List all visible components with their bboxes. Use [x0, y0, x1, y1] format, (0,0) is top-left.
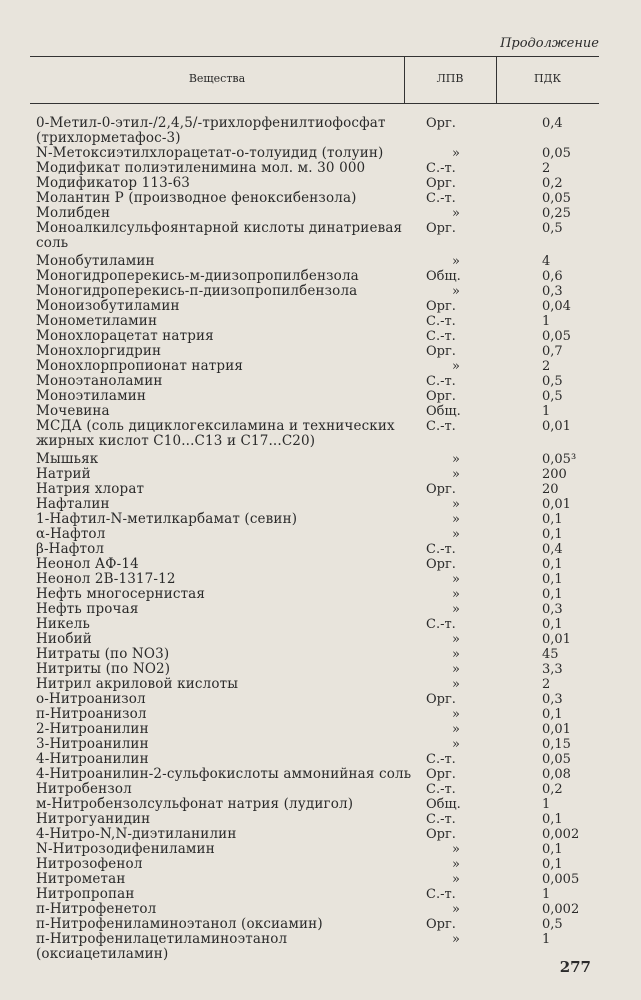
table-row: [36, 389, 606, 404]
table-row: [36, 527, 606, 542]
lpv-value: Общ.: [426, 797, 461, 812]
pdk-value: 0,01: [542, 497, 571, 512]
lpv-value: С.-т.: [426, 329, 456, 344]
pdk-value: 0,15: [542, 737, 571, 752]
pdk-value: 0,05: [542, 752, 571, 767]
table-row: [36, 497, 606, 512]
lpv-value: »: [452, 857, 460, 872]
pdk-value: 0,1: [542, 557, 563, 572]
table-row: [36, 707, 606, 722]
pdk-value: 0,1: [542, 857, 563, 872]
substance-name: Монохлорпропионат натрия: [36, 358, 244, 374]
table-row: [36, 269, 606, 284]
pdk-value: 0,3: [542, 284, 563, 299]
pdk-value: 0,1: [542, 842, 563, 857]
substance-name: Модификат полиэтиленимина мол. м. 30 000: [36, 160, 366, 176]
table-row: [36, 359, 606, 374]
lpv-value: Орг.: [426, 917, 456, 932]
table-row: [36, 767, 606, 782]
table-row: [36, 557, 606, 572]
pdk-value: 0,1: [542, 812, 563, 827]
substance-name: 4-Нитроанилин: [36, 751, 149, 767]
substance-name: Никель: [36, 616, 91, 632]
lpv-value: »: [452, 932, 460, 947]
substance-name: Монохлорацетат натрия: [36, 328, 214, 344]
lpv-value: С.-т.: [426, 419, 456, 434]
substance-name: Неонол АФ-14: [36, 556, 139, 572]
table-row: [36, 314, 606, 329]
lpv-value: »: [452, 587, 460, 602]
lpv-value: »: [452, 527, 460, 542]
substance-name: п-Нитрофениламиноэтанол (оксиамин): [36, 916, 323, 932]
table-row: [36, 857, 606, 872]
substance-name: Монобутиламин: [36, 253, 155, 269]
substance-name: п-Нитрофенетол: [36, 901, 157, 917]
substance-name: Нитрил акриловой кислоты: [36, 676, 239, 692]
table-row: [36, 344, 606, 359]
lpv-value: Орг.: [426, 299, 456, 314]
table-row: [36, 737, 606, 752]
pdk-value: 0,01: [542, 722, 571, 737]
substance-name: β-Нафтол: [36, 541, 105, 557]
pdk-value: 0,1: [542, 572, 563, 587]
lpv-value: »: [452, 662, 460, 677]
substance-name: 0-Метил-0-этил-/2,4,5/-трихлорфенилтиофосфат (трихлорметафос-3): [36, 115, 386, 146]
pdk-value: 0,4: [542, 116, 563, 131]
pdk-value: 2: [542, 359, 551, 374]
lpv-value: »: [452, 452, 460, 467]
pdk-value: 0,01: [542, 632, 571, 647]
pdk-value: 0,1: [542, 527, 563, 542]
pdk-value: 0,1: [542, 587, 563, 602]
lpv-value: »: [452, 284, 460, 299]
lpv-value: »: [452, 872, 460, 887]
table-row: [36, 542, 606, 557]
lpv-value: »: [452, 359, 460, 374]
substance-name: Моноэтиламин: [36, 388, 147, 404]
substance-name: Нитрометан: [36, 871, 126, 887]
pdk-value: 0,4: [542, 542, 563, 557]
table-row: [36, 572, 606, 587]
lpv-value: »: [452, 647, 460, 662]
lpv-value: С.-т.: [426, 314, 456, 329]
substance-name: Нитробензол: [36, 781, 132, 797]
table-row: [36, 404, 606, 419]
lpv-value: »: [452, 254, 460, 269]
substance-name: МСДА (соль дициклогексиламина и технических жирных кислот C10...C13 и C17...C20): [36, 418, 395, 449]
substance-name: Моногидроперекись-п-диизопропилбензола: [36, 283, 358, 299]
pdk-value: 2: [542, 677, 551, 692]
pdk-value: 0,05: [542, 191, 571, 206]
substance-name: 4-Нитроанилин-2-сульфокислоты аммонийная соль: [36, 766, 412, 782]
lpv-value: »: [452, 467, 460, 482]
table-row: [36, 512, 606, 527]
substance-name: Нитрозофенол: [36, 856, 143, 872]
table-row: [36, 662, 606, 677]
header-pdk: ПДК: [533, 72, 562, 85]
pdk-value: 0,25: [542, 206, 571, 221]
pdk-value: 0,6: [542, 269, 563, 284]
table-row: [36, 206, 606, 221]
substance-name: Монохлоргидрин: [36, 343, 162, 359]
pdk-value: 0,04: [542, 299, 571, 314]
table-row: [36, 254, 606, 269]
table-row: [36, 917, 606, 932]
lpv-value: Орг.: [426, 557, 456, 572]
substance-name: Мочевина: [36, 403, 110, 419]
lpv-value: »: [452, 512, 460, 527]
substance-name: Натрий: [36, 466, 91, 482]
substance-name: м-Нитробензолсульфонат натрия (лудигол): [36, 796, 354, 812]
table-row: [36, 842, 606, 857]
substance-name: Неонол 2В-1317-12: [36, 571, 176, 587]
table-row: [36, 116, 606, 146]
lpv-value: Общ.: [426, 404, 461, 419]
substance-name: о-Нитроанизол: [36, 691, 146, 707]
table-row: [36, 452, 606, 467]
lpv-value: С.-т.: [426, 812, 456, 827]
lpv-value: »: [452, 206, 460, 221]
table-row: [36, 722, 606, 737]
table-row: [36, 752, 606, 767]
substance-name: п-Нитроанизол: [36, 706, 147, 722]
substance-name: Нафталин: [36, 496, 110, 512]
lpv-value: »: [452, 722, 460, 737]
substance-name: Нитропропан: [36, 886, 135, 902]
table-row: [36, 827, 606, 842]
pdk-value: 0,002: [542, 827, 580, 842]
table-row: [36, 299, 606, 314]
pdk-value: 0,005: [542, 872, 580, 887]
lpv-value: »: [452, 497, 460, 512]
table-row: [36, 176, 606, 191]
pdk-value: 1: [542, 314, 551, 329]
table-top-rule: [30, 56, 599, 57]
substance-name: 1-Нафтил-N-метилкарбамат (севин): [36, 511, 298, 527]
pdk-value: 200: [542, 467, 567, 482]
substance-table: [36, 116, 606, 962]
pdk-value: 0,05³: [542, 452, 577, 467]
substance-name: N-Нитрозодифениламин: [36, 841, 215, 857]
table-row: [36, 887, 606, 902]
table-row: [36, 932, 606, 962]
substance-name: Натрия хлорат: [36, 481, 145, 497]
substance-name: Моногидроперекись-м-диизопропилбензола: [36, 268, 359, 284]
lpv-value: Орг.: [426, 176, 456, 191]
table-row: [36, 617, 606, 632]
substance-name: Моноэтаноламин: [36, 373, 163, 389]
continued-label: Продолжение: [500, 36, 599, 51]
pdk-value: 3,3: [542, 662, 563, 677]
substance-name: Модификатор 113-63: [36, 175, 191, 191]
lpv-value: С.-т.: [426, 752, 456, 767]
page-number: 277: [559, 958, 591, 976]
lpv-value: Орг.: [426, 767, 456, 782]
lpv-value: »: [452, 572, 460, 587]
lpv-value: »: [452, 602, 460, 617]
table-row: [36, 632, 606, 647]
pdk-value: 0,5: [542, 374, 563, 389]
pdk-value: 0,01: [542, 419, 571, 434]
substance-name: Молибден: [36, 205, 111, 221]
pdk-value: 0,05: [542, 329, 571, 344]
pdk-value: 0,5: [542, 389, 563, 404]
pdk-value: 0,2: [542, 782, 563, 797]
lpv-value: »: [452, 632, 460, 647]
pdk-value: 0,3: [542, 692, 563, 707]
substance-name: Моноалкилсульфоянтарной кислоты динатриевая соль: [36, 220, 403, 251]
substance-name: α-Нафтол: [36, 526, 106, 542]
table-row: [36, 221, 606, 251]
lpv-value: Орг.: [426, 482, 456, 497]
table-row: [36, 587, 606, 602]
table-row: [36, 146, 606, 161]
lpv-value: »: [452, 677, 460, 692]
table-row: [36, 419, 606, 449]
pdk-value: 4: [542, 254, 551, 269]
pdk-value: 0,7: [542, 344, 563, 359]
pdk-value: 2: [542, 161, 551, 176]
table-row: [36, 677, 606, 692]
substance-name: 4-Нитро-N,N-диэтиланилин: [36, 826, 237, 842]
pdk-value: 0,05: [542, 146, 571, 161]
table-row: [36, 191, 606, 206]
table-row: [36, 812, 606, 827]
table-row: [36, 647, 606, 662]
lpv-value: Орг.: [426, 116, 456, 131]
lpv-value: С.-т.: [426, 542, 456, 557]
substance-name: Нитриты (по NO2): [36, 661, 171, 677]
table-row: [36, 467, 606, 482]
substance-name: 3-Нитроанилин: [36, 736, 149, 752]
pdk-value: 0,002: [542, 902, 580, 917]
table-row: [36, 329, 606, 344]
lpv-value: С.-т.: [426, 782, 456, 797]
lpv-value: С.-т.: [426, 191, 456, 206]
substance-name: Нитраты (по NO3): [36, 646, 170, 662]
pdk-value: 1: [542, 404, 551, 419]
header-substance: Вещества: [188, 72, 246, 85]
lpv-value: »: [452, 707, 460, 722]
lpv-value: С.-т.: [426, 617, 456, 632]
pdk-value: 0,08: [542, 767, 571, 782]
pdk-value: 0,1: [542, 707, 563, 722]
substance-name: N-Метоксиэтилхлорацетат-о-толуидид (толуин): [36, 145, 384, 161]
table-row: [36, 482, 606, 497]
pdk-value: 1: [542, 932, 551, 947]
table-row: [36, 374, 606, 389]
lpv-value: »: [452, 146, 460, 161]
table-row: [36, 692, 606, 707]
lpv-value: Орг.: [426, 692, 456, 707]
substance-name: Моноизобутиламин: [36, 298, 180, 314]
lpv-value: Общ.: [426, 269, 461, 284]
pdk-value: 1: [542, 887, 551, 902]
lpv-value: Орг.: [426, 827, 456, 842]
substance-name: Нефть многосернистая: [36, 586, 206, 602]
pdk-value: 0,1: [542, 617, 563, 632]
substance-name: Молантин Р (производное феноксибензола): [36, 190, 357, 206]
table-row: [36, 902, 606, 917]
pdk-value: 0,1: [542, 512, 563, 527]
lpv-value: Орг.: [426, 221, 456, 236]
lpv-value: С.-т.: [426, 161, 456, 176]
pdk-value: 0,3: [542, 602, 563, 617]
lpv-value: С.-т.: [426, 887, 456, 902]
pdk-value: 45: [542, 647, 559, 662]
substance-name: Мышьяк: [36, 451, 99, 467]
table-row: [36, 284, 606, 299]
table-row: [36, 872, 606, 887]
pdk-value: 20: [542, 482, 559, 497]
pdk-value: 1: [542, 797, 551, 812]
pdk-value: 0,5: [542, 917, 563, 932]
table-row: [36, 797, 606, 812]
substance-name: 2-Нитроанилин: [36, 721, 149, 737]
substance-name: п-Нитрофенилацетиламиноэтанол (оксиацетиламин): [36, 931, 288, 962]
lpv-value: С.-т.: [426, 374, 456, 389]
table-row: [36, 782, 606, 797]
lpv-value: »: [452, 842, 460, 857]
header-bottom-rule: [30, 103, 599, 104]
table-row: [36, 161, 606, 176]
pdk-value: 0,2: [542, 176, 563, 191]
substance-name: Ниобий: [36, 631, 92, 647]
lpv-value: Орг.: [426, 389, 456, 404]
substance-name: Монометиламин: [36, 313, 158, 329]
pdk-value: 0,5: [542, 221, 563, 236]
lpv-value: »: [452, 902, 460, 917]
lpv-value: Орг.: [426, 344, 456, 359]
lpv-value: »: [452, 737, 460, 752]
substance-name: Нитрогуанидин: [36, 811, 151, 827]
substance-name: Нефть прочая: [36, 601, 139, 617]
header-lpv: ЛПВ: [436, 72, 464, 85]
table-row: [36, 602, 606, 617]
